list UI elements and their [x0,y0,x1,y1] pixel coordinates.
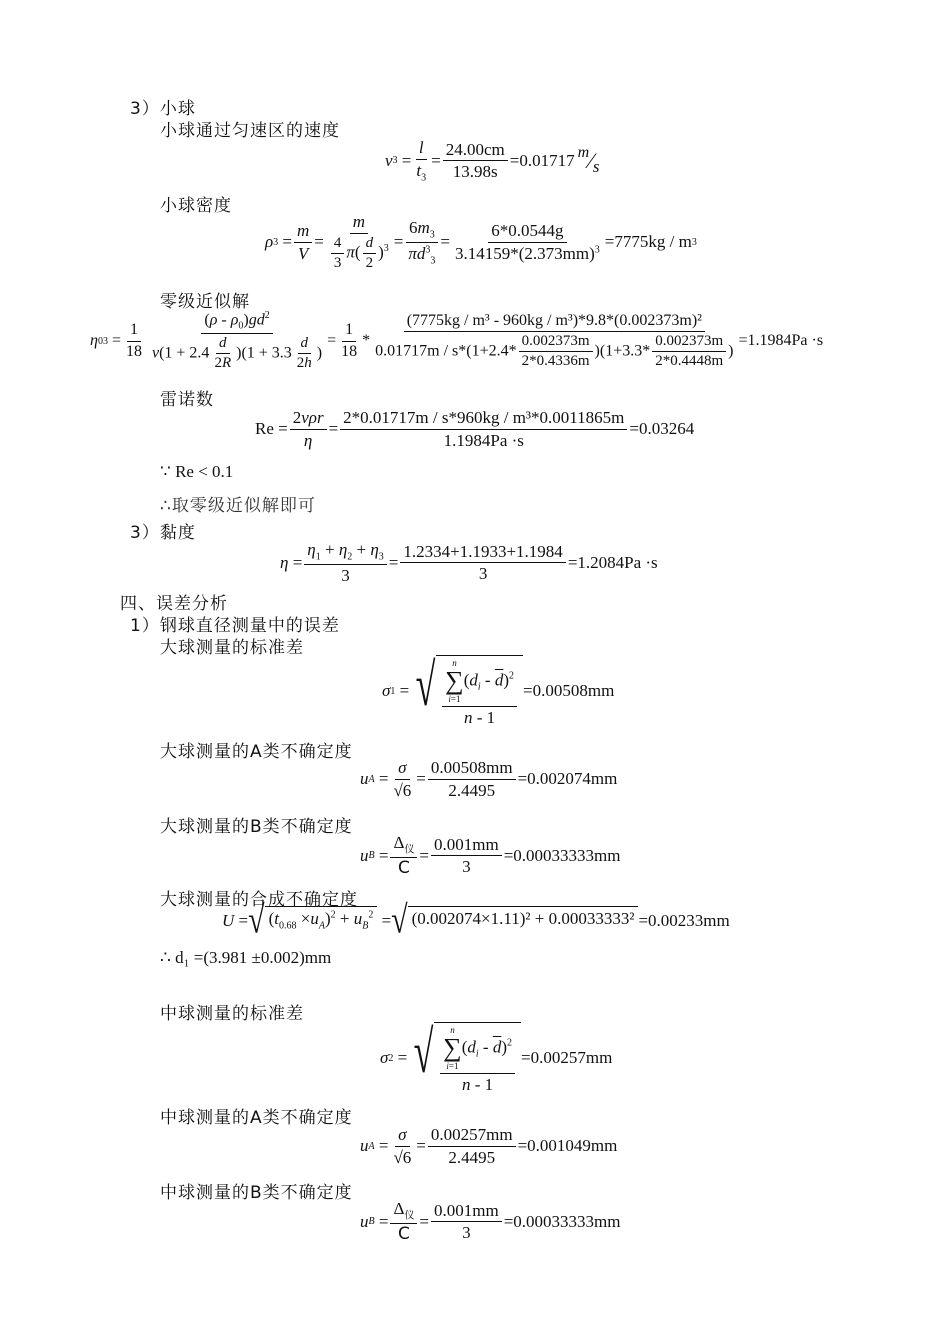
large-combined-label: 大球测量的合成不确定度 [160,890,358,910]
ub2-equation: u B = $\frac{\Delta_仪}{C}$ = $\frac{0.001mm}{3}$ =0.00033333mm [360,1199,621,1244]
ub1-equation: u B = $\frac{\Delta_仪}{C}$ = $\frac{0.001mm}{3}$ =0.00033333mm [360,833,621,878]
ub2-result: =0.00033333mm [503,1211,621,1231]
mid-std-label: 中球测量的标准差 [160,1004,304,1024]
reynolds-equation: Re = $\frac{\text{2vρr}}{\eta}$ = $\frac{\text{2*0.01717m / s*960kg / m³*0.0011865m}}{1.1984Pa \cdot s}$ =0.03264 [255,408,695,450]
ua1-result: =0.002074mm [517,769,618,789]
ua2-equation: u A = $\frac{\sigma}{√6}$ = $\frac{0.00257mm}{2.4495}$ =0.001049mm [360,1125,618,1167]
zero-order-equation: η 03 = $\frac{1}{18}$ $(\rho - \rho_0)gd^2$ v(1 + 2.4 $\frac{d}{2R}$ )(1 + 3.3 $\frac{d}{2h}$ ) = $\frac{1}{18}$ * (7775kg / m³ - 960kg / m³)*9.8*(0.002373m)² 0.01717m / s*(1+2.4* $\frac{0.002373m}{2*0.4336m}$ )(1+3.3* $\frac{0.002373m}{2*0.4448m}$ ) =1.1984Pa ·s [90,310,824,372]
viscosity-result: =1.2084Pa ·s [567,552,658,572]
viscosity-heading: 3）黏度 [130,523,196,543]
density-denominator: 3.14159*(2.373mm) [454,243,595,263]
large-std-label: 大球测量的标准差 [160,638,304,658]
d1-result: ∴ d₁ =(3.981 ±0.002)mm [160,948,332,967]
velocity-equation: v 3 = $\frac{l}{t_3}$ = $\frac{24.00cm}{13.98s}$ =0.01717 m ⁄ s [385,138,600,183]
large-b-label: 大球测量的B类不确定度 [160,817,353,837]
ball-heading: 3）小球 [130,99,196,119]
because-statement: ∵ Re < 0.1 [160,462,234,481]
reynolds-result: =0.03264 [629,419,695,439]
velocity-numerator: 24.00cm [443,140,508,162]
viscosity-equation: η = $\frac{\eta_1 + \eta_2 + \eta_3}{3}$ = $\frac{1.2334+1.1933+1.1984}{3}$ =1.2084Pa ·s [280,540,658,585]
ub1-result: =0.00033333mm [503,845,621,865]
combined-expression: (0.002074×1.11)² + 0.00033333² [408,906,639,936]
combined-uncertainty-equation: U = √ $(t_{0.68} \times u_A)^2 + u_B^2$ = √ (0.002074×1.11)² + 0.00033333² =0.00233mm [222,898,730,942]
reynolds-numerator: 2*0.01717m / s*960kg / m³*0.0011865m [340,408,627,430]
reynolds-denominator: 1.1984Pa ·s [443,430,524,450]
viscosity-denominator: 3 [478,564,488,584]
reynolds-label: 雷诺数 [160,390,214,410]
velocity-result: =0.01717 [509,150,575,170]
viscosity-numerator: 1.2334+1.1933+1.1984 [400,542,565,564]
ua2-result: =0.001049mm [517,1136,618,1156]
mid-b-label: 中球测量的B类不确定度 [160,1183,353,1203]
ua1-equation: u A = $\frac{\sigma}{√6}$ = $\frac{0.00508mm}{2.4495}$ =0.002074mm [360,758,618,800]
sigma1-equation: σ 1 = √ n ∑ i=1 $(d_i - \overline{d})^2$ n - 1 =0.00508mm [382,652,615,727]
ball-velocity-label: 小球通过匀速区的速度 [160,121,340,141]
density-numerator: 6*0.0544g [488,221,566,243]
combined-result: =0.00233mm [638,911,730,930]
sigma2-equation: σ 2 = √ n ∑ i=1 $(d_i - \overline{d})^2$ n - 1 =0.00257mm [380,1019,613,1094]
density-result: =7775kg / m [604,232,692,252]
zero-order-result: =1.1984Pa ·s [738,332,824,350]
diameter-error-heading: 1）钢球直径测量中的误差 [130,616,340,636]
velocity-denominator: 13.98s [452,162,498,182]
large-a-label: 大球测量的A类不确定度 [160,742,353,762]
density-equation: ρ 3 = $\frac{m}{V}$ = m $\frac{4}{3}$ π( $\frac{d}{2}$ )$^3$ = $\frac{6m_3}{\pi d^3_3}$ = $\frac{6*0.0544g}{3.14159*(2.373mm)^3}$ =7775kg / m 3 [265,212,697,271]
ball-density-label: 小球密度 [160,196,232,216]
sigma2-result: =0.00257mm [521,1048,613,1068]
therefore-statement: ∴取零级近似解即可 [160,496,316,516]
sigma1-result: =0.00508mm [523,681,615,701]
error-analysis-heading: 四、误差分析 [120,594,228,614]
zero-order-numerator: (7775kg / m³ - 960kg / m³)*9.8*(0.002373m)² [404,312,705,332]
mid-a-label: 中球测量的A类不确定度 [160,1108,353,1128]
zero-order-label: 零级近似解 [160,292,250,312]
